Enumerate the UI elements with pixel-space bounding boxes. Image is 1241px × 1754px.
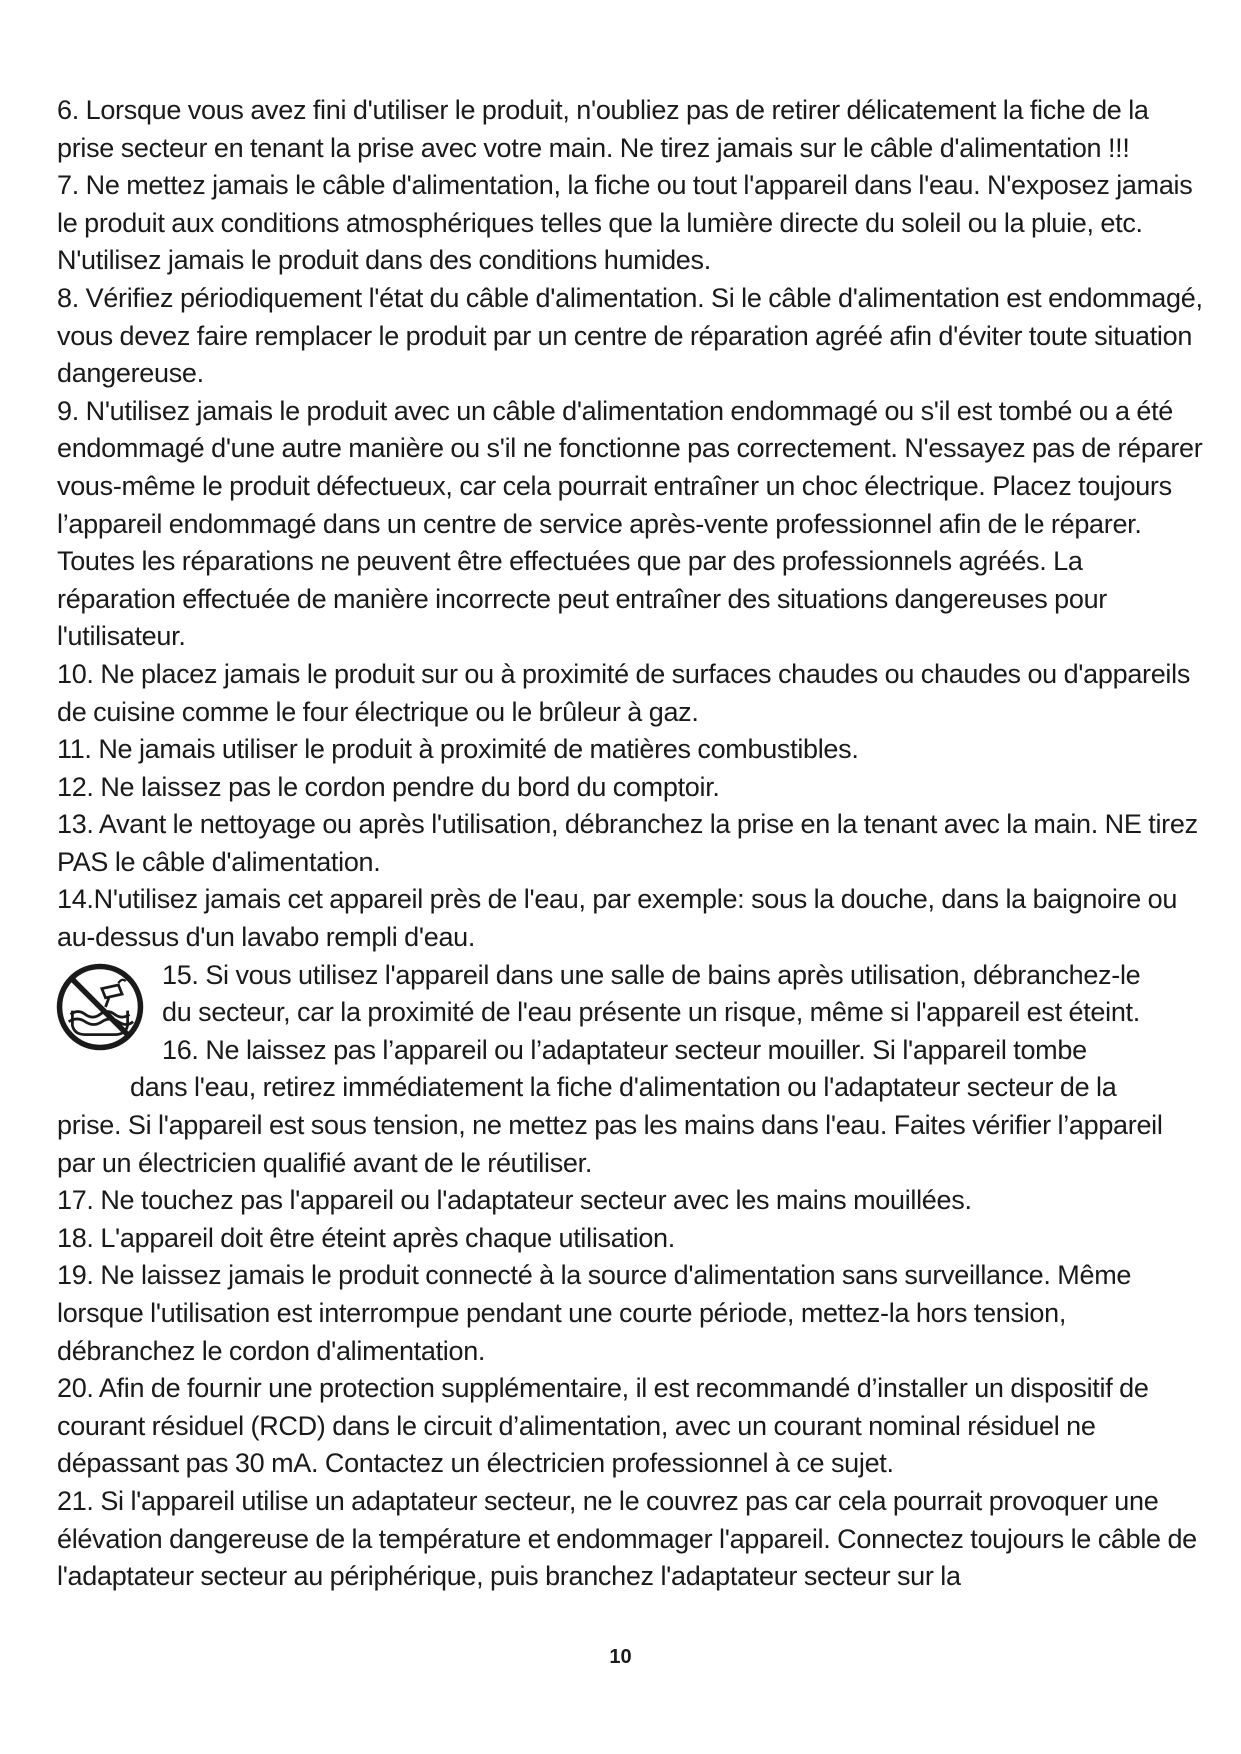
instruction-8: 8. Vérifiez périodiquement l'état du câble d'alimentation. Si le câble d'alimentation est endommagé, vous devez faire remplacer le produit par un centre de réparation agréé afin d'éviter toute situation dangereuse. (57, 282, 1203, 389)
instruction-15-line-1: 15. Si vous utilisez l'appareil dans une salle de bains après utilisation, débranchez-le (162, 959, 1141, 990)
page-number: 10 (609, 1646, 632, 1668)
instruction-18: 18. L'appareil doit être éteint après chaque utilisation. (57, 1222, 675, 1253)
water-warning-block (57, 957, 1207, 1107)
instruction-17: 17. Ne touchez pas l'appareil ou l'adaptateur secteur avec les mains mouillées. (57, 1185, 972, 1216)
instruction-16-line-2: dans l'eau, retirez immédiatement la fiche d'alimentation ou l'adaptateur secteur de la (130, 1072, 1117, 1103)
instruction-6: 6. Lorsque vous avez fini d'utiliser le produit, n'oubliez pas de retirer délicatement la fiche de la prise secteur en tenant la prise avec votre main. Ne tirez jamais sur le câble d'alimentation !!! (57, 95, 1149, 163)
instruction-12: 12. Ne laissez pas le cordon pendre du bord du comptoir. (57, 771, 720, 802)
instruction-16-line-1: 16. Ne laissez pas l’appareil ou l’adaptateur secteur mouiller. Si l'appareil tombe (162, 1034, 1087, 1065)
instruction-13: 13. Avant le nettoyage ou après l'utilisation, débranchez la prise en la tenant avec la main. NE tirez PAS le câble d'alimentation. (57, 809, 1198, 877)
no-water-icon (54, 961, 146, 1053)
instruction-15-line-2: du secteur, car la proximité de l'eau présente un risque, même si l'appareil est éteint. (162, 997, 1140, 1028)
instruction-14: 14.N'utilisez jamais cet appareil près de l'eau, par exemple: sous la douche, dans la baignoire ou au-dessus d'un lavabo rempli d'eau. (57, 884, 1178, 953)
safety-instructions (57, 92, 1207, 1596)
instruction-7: 7. Ne mettez jamais le câble d'alimentation, la fiche ou tout l'appareil dans l'eau. N'exposez jamais le produit aux conditions atmosphériques telles que la lumière directe du soleil ou la pluie, etc. N'utilisez jamais le produit dans des conditions humides. (57, 170, 1193, 276)
instruction-10: 10. Ne placez jamais le produit sur ou à proximité de surfaces chaudes ou chaudes ou d'appareils de cuisine comme le four électrique ou le brûleur à gaz. (57, 658, 1191, 727)
instruction-11: 11. Ne jamais utiliser le produit à proximité de matières combustibles. (57, 734, 859, 765)
instruction-9: 9. N'utilisez jamais le produit avec un câble d'alimentation endommagé ou s'il est tombé ou a été endommagé d'une autre manière ou s'il ne fonctionne pas correctement. N'essayez pas de réparer vous-même le produit défectueux, car cela pourrait entraîner un choc électrique. Placez toujours l’appareil endommagé dans un centre de service après-vente professionnel afin de le réparer. Toutes les réparations ne peuvent être effectuées que par des professionnels agréés. La réparation effectuée de manière incorrecte peut entraîner des situations dangereuses pour l'utilisateur. (57, 395, 1203, 652)
instruction-20: 20. Afin de fournir une protection supplémentaire, il est recommandé d’installer un dispositif de courant résiduel (RCD) dans le circuit d’alimentation, avec un courant nominal résiduel ne dépassant pas 30 mA. Contactez un électricien professionnel à ce sujet. (57, 1373, 1149, 1479)
instruction-19: 19. Ne laissez jamais le produit connecté à la source d'alimentation sans surveillance. Même lorsque l'utilisation est interrompue pendant une courte période, mettez-la hors tension, débranchez le cordon d'alimentation. (57, 1260, 1132, 1366)
instruction-21: 21. Si l'appareil utilise un adaptateur secteur, ne le couvrez pas car cela pourrait provoquer une élévation dangereuse de la température et endommager l'appareil. Connectez toujours le câble de l'adaptateur secteur au périphérique, puis branchez l'adaptateur secteur sur la (57, 1485, 1197, 1592)
instruction-16-rest: prise. Si l'appareil est sous tension, ne mettez pas les mains dans l'eau. Faites vérifier l’appareil par un électricien qualifié avant de le réutiliser. (57, 1110, 1163, 1178)
